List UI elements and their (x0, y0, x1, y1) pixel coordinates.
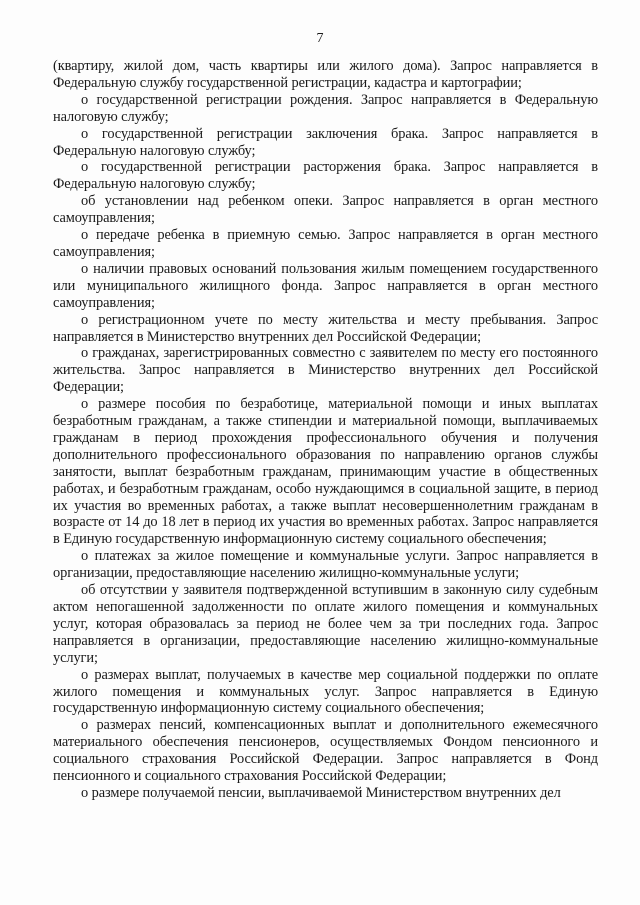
paragraph: о платежах за жилое помещение и коммунальные услуги. Запрос направляется в организации, предоставляющие населению жилищно-коммунальные услуги; (53, 548, 598, 582)
paragraph: о размерах выплат, получаемых в качестве мер социальной поддержки по оплате жилого помещения и коммунальных услуг. Запрос направляется в Единую государственную информационную систему социального обеспечения; (53, 666, 598, 717)
paragraph: (квартиру, жилой дом, часть квартиры или жилого дома). Запрос направляется в Федеральную службу государственной регистрации, кадастра и картографии; (53, 58, 598, 91)
paragraph: о государственной регистрации расторжения брака. Запрос направляется в Федеральную налоговую службу; (53, 159, 598, 193)
paragraph: о государственной регистрации рождения. Запрос направляется в Федеральную налоговую службу; (53, 91, 598, 125)
paragraph: о передаче ребенка в приемную семью. Запрос направляется в орган местного самоуправления; (53, 227, 598, 260)
page-number: 7 (316, 31, 324, 46)
paragraph: о государственной регистрации заключения брака. Запрос направляется в Федеральную налоговую службу; (53, 125, 598, 159)
paragraph: о размере пособия по безработице, материальной помощи и иных выплатах безработным гражданам, а также стипендии и материальной помощи, выплачиваемых гражданам в период прохождения профессионального обучения и получения дополнительного профессионального образования по направлению органов службы занятости, выплат безработным гражданам, принимающим участие в общественных работах, и безработным гражданам, особо нуждающимся в социальной защите, в период их участия во временных работах, а также выплат несовершеннолетним гражданам в возрасте от 14 до 18 лет в период их участия во временных работах. Запрос направляется в Единую государственную информационную систему социального обеспечения; (53, 396, 598, 548)
paragraph: об отсутствии у заявителя подтвержденной вступившим в законную силу судебным актом непогашенной задолженности по оплате жилого помещения и коммунальных услуг, которая образовалась за период не более чем за три последних года. Запрос направляется в организации, предоставляющие населению жилищно-коммунальные услуги; (53, 582, 598, 666)
paragraph: об установлении над ребенком опеки. Запрос направляется в орган местного самоуправления; (53, 193, 598, 227)
paragraph: о регистрационном учете по месту жительства и месту пребывания. Запрос направляется в Министерство внутренних дел Российской Федерации; (53, 311, 598, 345)
paragraph: о размере получаемой пенсии, выплачиваемой Министерством внутренних дел (81, 784, 561, 801)
paragraph: о наличии правовых оснований пользования жилым помещением государственного или муниципального жилищного фонда. Запрос направляется в орган местного самоуправления; (53, 260, 598, 311)
document-body (53, 58, 598, 802)
paragraph: о размерах пенсий, компенсационных выплат и дополнительного ежемесячного материального обеспечения пенсионеров, осуществляемых Фондом пенсионного и социального страхования Российской Федерации. Запрос направляется в Фонд пенсионного и социального страхования Российской Федерации; (53, 717, 598, 785)
paragraph: о гражданах, зарегистрированных совместно с заявителем по месту его постоянного жительства. Запрос направляется в Министерство внутренних дел Российской Федерации; (53, 345, 598, 396)
